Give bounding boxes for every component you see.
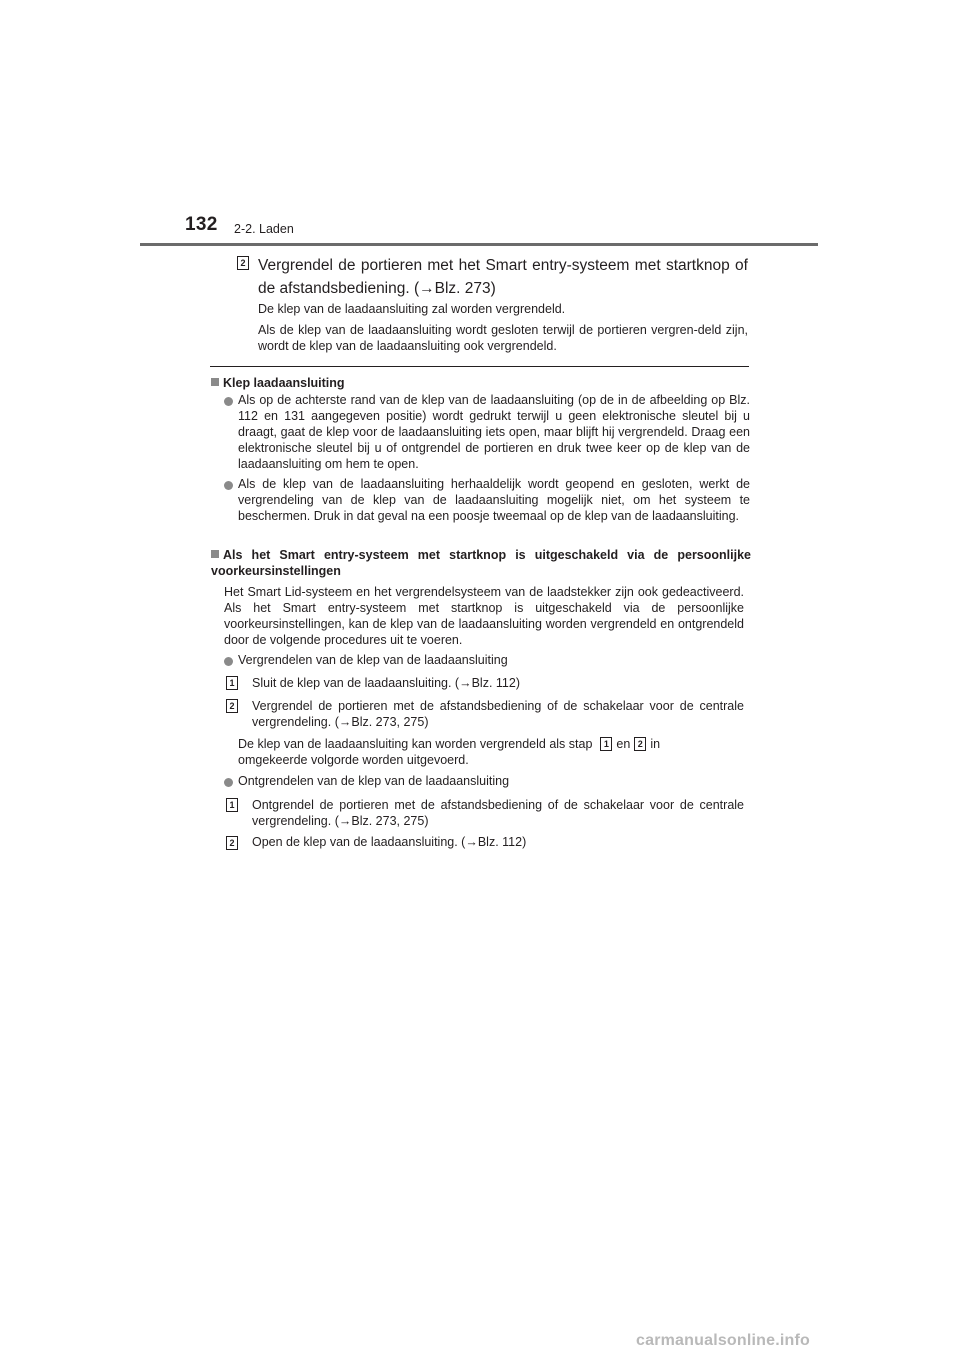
page-number: 132 bbox=[185, 214, 218, 235]
order-note-text: omgekeerde volgorde worden uitgevoerd. bbox=[238, 753, 469, 767]
procedure-title: Ontgrendelen van de klep van de laadaansluiting bbox=[238, 774, 510, 788]
header-divider bbox=[140, 243, 818, 246]
step-text: Open de klep van de laadaansluiting. (→Blz. 112) bbox=[252, 835, 527, 849]
order-note-text: in bbox=[650, 737, 661, 751]
section-heading-text: Als het Smart entry-systeem met startknop is uitgeschakeld via de persoonlijke voorkeursinstellingen bbox=[211, 548, 751, 578]
step-text: Sluit de klep van de laadaansluiting. (→Blz. 112) bbox=[252, 676, 520, 690]
step-note: De klep van de laadaansluiting zal worden vergrendeld. bbox=[258, 302, 566, 316]
section-heading-text: Klep laadaansluiting bbox=[223, 376, 345, 390]
step-text: Vergrendel de portieren met de afstandsbediening of de schakelaar voor de centrale vergrendeling. (→Blz. 273, 275) bbox=[252, 699, 744, 729]
section-heading bbox=[211, 375, 751, 391]
step-note: Als de klep van de laadaansluiting wordt gesloten terwijl de portieren vergren-deld zijn, wordt de klep van de laadaansluiting ook vergrendeld. bbox=[258, 323, 748, 353]
section-heading bbox=[211, 547, 751, 579]
step-number-box: 2 bbox=[237, 256, 249, 270]
intro-paragraph: Het Smart Lid-systeem en het vergrendelsysteem van de laadstekker zijn ook gedeactiveerd. Als het Smart entry-systeem met startknop is uitgeschakeld via de persoonlijke voorkeursinstellingen, kan de klep van de laadaansluiting worden vergrendeld en ontgrendeld door de volgende procedures uit te voeren. bbox=[224, 585, 744, 647]
step-number-box: 1 bbox=[226, 798, 238, 812]
order-note-text: De klep van de laadaansluiting kan worden vergrendeld als stap bbox=[238, 737, 593, 751]
bullet-dot-icon bbox=[224, 657, 233, 666]
section-divider bbox=[210, 366, 749, 367]
step-number-box: 2 bbox=[226, 699, 238, 713]
order-note-text: en bbox=[616, 737, 631, 751]
step-number-box: 2 bbox=[226, 836, 238, 850]
step-number-box: 2 bbox=[634, 737, 646, 751]
order-note bbox=[238, 736, 744, 752]
step-text: Ontgrendel de portieren met de afstandsbediening of de schakelaar voor de centrale vergrendeling. (→Blz. 273, 275) bbox=[252, 798, 744, 828]
bullet-dot-icon bbox=[224, 397, 233, 406]
step-number-box: 1 bbox=[600, 737, 612, 751]
bullet-text: Als op de achterste rand van de klep van de laadaansluiting (op de in de afbeelding op Blz. 112 en 131 aangegeven positie) wordt gedrukt terwijl u geen elektronische sleutel bij u draagt, gaat de klep voor de laadaansluiting iets open, maar blijft hij vergrendeld. Draag een elektronische sleutel bij u of ontgrendel de portieren en druk twee keer op de klep van de laadaansluiting om hem te open. bbox=[238, 393, 750, 471]
step-text: Vergrendel de portieren met het Smart entry-systeem met startknop of de afstandsbediening. (→Blz. 273) bbox=[258, 257, 748, 297]
bullet-text: Als de klep van de laadaansluiting herhaaldelijk wordt geopend en gesloten, werkt de vergrendeling van de klep van de laadaansluiting mogelijk niet, om het systeem te beschermen. Druk in dat geval na een poosje tweemaal op de klep van de laadaansluiting. bbox=[238, 477, 750, 523]
footer-watermark: carmanualsonline.info bbox=[636, 1332, 811, 1349]
bullet-dot-icon bbox=[224, 481, 233, 490]
section-title: 2-2. Laden bbox=[234, 222, 294, 236]
square-bullet-icon bbox=[211, 550, 219, 558]
square-bullet-icon bbox=[211, 378, 219, 386]
procedure-title: Vergrendelen van de klep van de laadaansluiting bbox=[238, 653, 508, 667]
bullet-dot-icon bbox=[224, 778, 233, 787]
step-number-box: 1 bbox=[226, 676, 238, 690]
